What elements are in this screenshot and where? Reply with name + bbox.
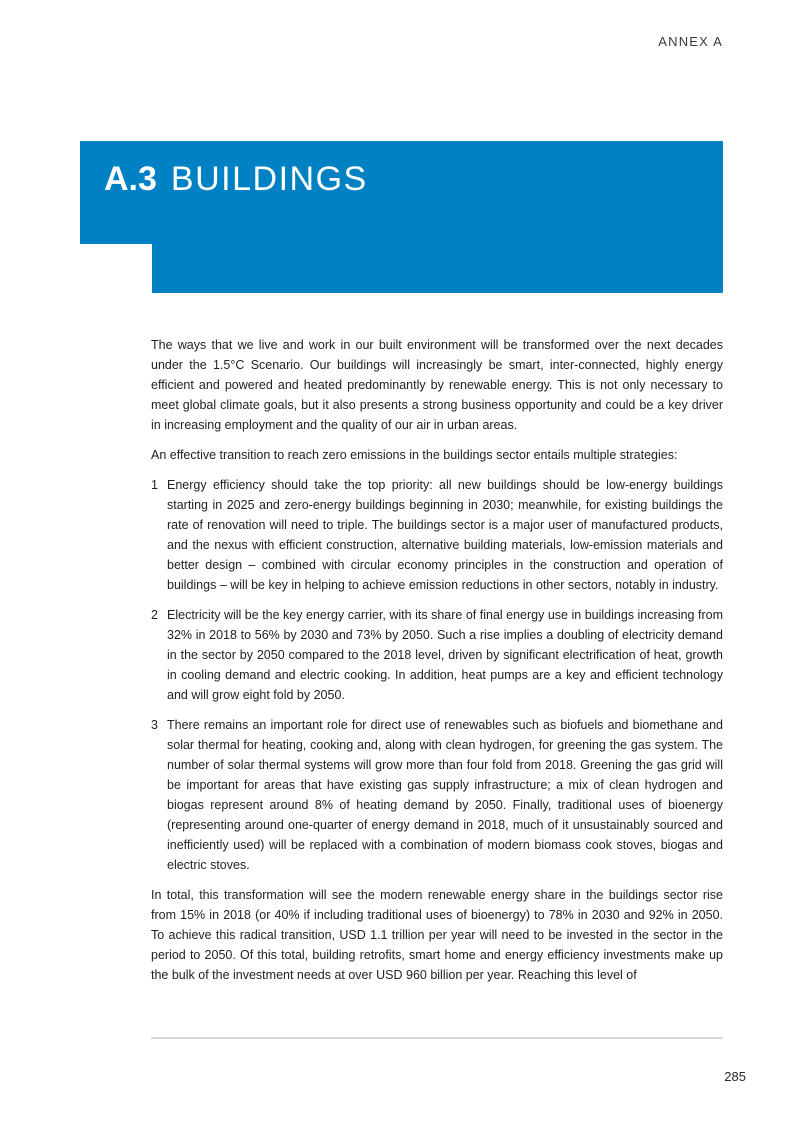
- section-title: BUILDINGS: [170, 160, 368, 198]
- strategy-text: Electricity will be the key energy carrier, with its share of final energy use in buildings increasing from 32% in 2018 to 56% by 2030 and 73% by 2050. Such a rise implies a doubling of electricity demand in the sector by 2050 compared to the 2018 level, driven by significant electrification of heat, growth in cooling demand and electric cooking. In addition, heat pumps are a key and efficient technology and will grow eight fold by 2050.: [167, 608, 723, 702]
- strategy-item-3: [151, 715, 723, 875]
- strategy-item-2: [151, 605, 723, 705]
- closing-paragraph: In total, this transformation will see the modern renewable energy share in the buildings sector rise from 15% in 2018 (or 40% if including traditional uses of bioenergy) to 78% in 2030 and 92% in 2050. To achieve this radical transition, USD 1.1 trillion per year will need to be invested in the sector in the period to 2050. Of this total, building retrofits, smart home and energy efficiency investments make up the bulk of the investment needs at over USD 960 billion per year. Reaching this level of: [151, 888, 723, 982]
- strategy-number: 3: [151, 718, 158, 732]
- strategies-lead-paragraph: An effective transition to reach zero emissions in the buildings sector entails multiple strategies:: [151, 448, 678, 462]
- strategy-number: 2: [151, 608, 158, 622]
- footer-divider: [151, 1037, 723, 1039]
- running-header-annex: ANNEX A: [658, 34, 723, 49]
- strategies-list: [151, 475, 723, 875]
- section-number: A.3: [104, 160, 157, 198]
- strategy-number: 1: [151, 478, 158, 492]
- page-number: 285: [724, 1069, 746, 1084]
- section-heading: [104, 159, 368, 199]
- strategy-item-1: [151, 475, 723, 595]
- intro-paragraph: The ways that we live and work in our built environment will be transformed over the next decades under the 1.5°C Scenario. Our buildings will increasingly be smart, inter-connected, highly energy efficient and powered and heated predominantly by renewable energy. This is not only necessary to meet global climate goals, but it also presents a strong business opportunity and could be a key driver in increasing employment and the quality of our air in urban areas.: [151, 338, 723, 432]
- strategy-text: There remains an important role for direct use of renewables such as biofuels and biomethane and solar thermal for heating, cooking and, along with clean hydrogen, for greening the gas system. The number of solar thermal systems will grow more than four fold from 2018. Greening the gas grid will be important for areas that have existing gas supply infrastructure; a mix of clean hydrogen and biogas represent around 8% of heating demand by 2050. Finally, traditional uses of bioenergy (representing around one-quarter of energy demand in 2018, much of it unsustainably sourced and inefficiently used) will be replaced with a combination of modern biomass cook stoves, biogas and electric stoves.: [167, 718, 723, 872]
- body-text: [151, 335, 723, 995]
- strategy-text: Energy efficiency should take the top priority: all new buildings should be low-energy buildings starting in 2025 and zero-energy buildings beginning in 2030; meanwhile, for existing buildings the rate of renovation will need to triple. The buildings sector is a major user of manufactured products, and the nexus with efficient construction, alternative building materials, low-emission materials and better design – combined with circular economy principles in the construction and operation of buildings – will be key in helping to achieve emission reductions in other sectors, notably in industry.: [167, 478, 723, 592]
- section-banner-extension: [152, 243, 723, 293]
